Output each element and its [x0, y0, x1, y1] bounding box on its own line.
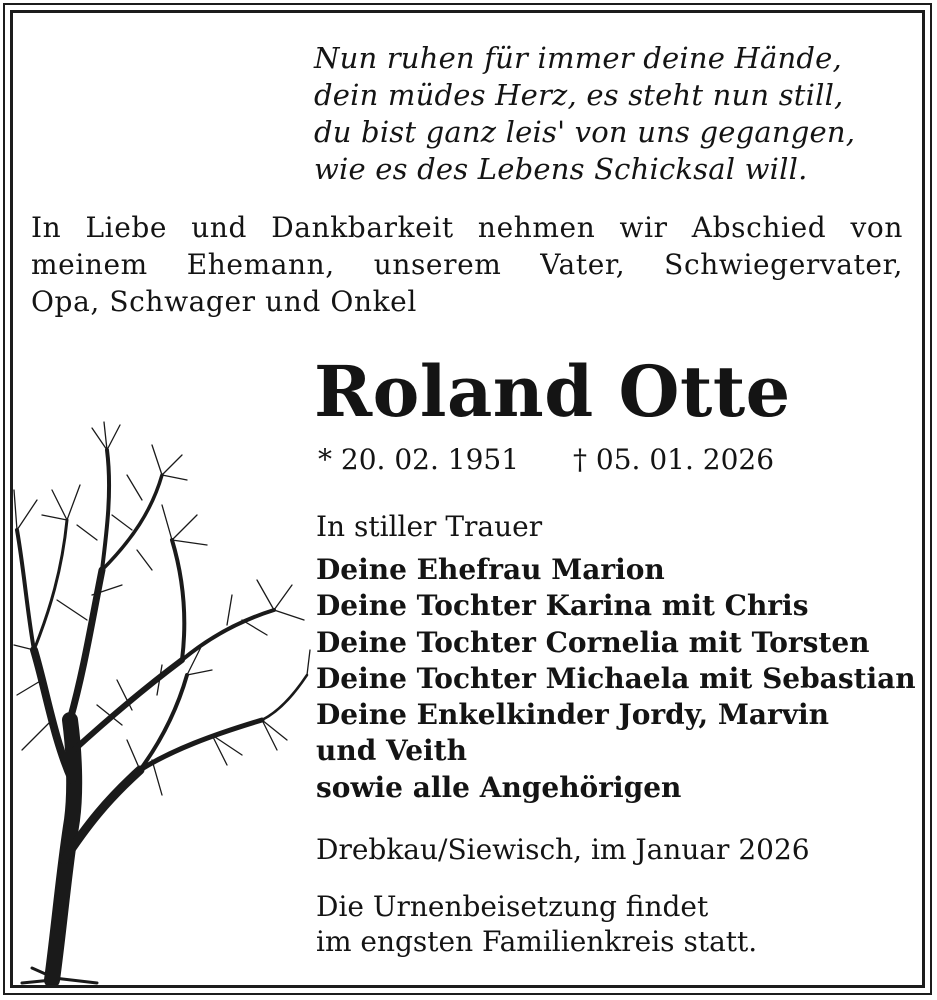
farewell-line: Opa, Schwager und Onkel [31, 285, 417, 318]
mourner-line: und Veith [316, 734, 467, 768]
burial-note-line: im engsten Familienkreis statt. [316, 925, 758, 958]
farewell-text [31, 209, 903, 320]
mourner-line: Deine Enkelkinder Jordy, Marvin [316, 698, 829, 732]
deceased-name: Roland Otte [314, 350, 791, 433]
life-dates [318, 442, 774, 478]
mourning-heading: In stiller Trauer [316, 510, 543, 543]
birth-date: * 20. 02. 1951 [318, 443, 520, 476]
poem-line: dein müdes Herz, es steht nun still, [314, 78, 844, 112]
mourners-list [316, 552, 916, 806]
mourner-line: Deine Tochter Michaela mit Sebastian [316, 661, 916, 695]
farewell-line: In Liebe und Dankbarkeit nehmen wir Abschied von [31, 211, 903, 244]
mourner-line: Deine Tochter Cornelia mit Torsten [316, 625, 870, 659]
mourner-line: sowie alle Angehörigen [316, 770, 682, 804]
burial-note-line: Die Urnenbeisetzung findet [316, 890, 709, 923]
poem-line: wie es des Lebens Schicksal will. [314, 152, 808, 186]
poem-line: du bist ganz leis' von uns gegangen, [314, 115, 856, 149]
poem-line: Nun ruhen für immer deine Hände, [314, 41, 842, 75]
mourner-line: Deine Ehefrau Marion [316, 553, 665, 586]
burial-note [316, 889, 757, 959]
tree-illustration [12, 420, 312, 985]
place-and-date: Drebkau/Siewisch, im Januar 2026 [316, 833, 810, 866]
death-date: † 05. 01. 2026 [573, 443, 775, 476]
mourner-line: Deine Tochter Karina mit Chris [316, 589, 809, 623]
poem [314, 40, 914, 188]
farewell-line: meinem Ehemann, unserem Vater, Schwiegervater, [31, 248, 903, 281]
